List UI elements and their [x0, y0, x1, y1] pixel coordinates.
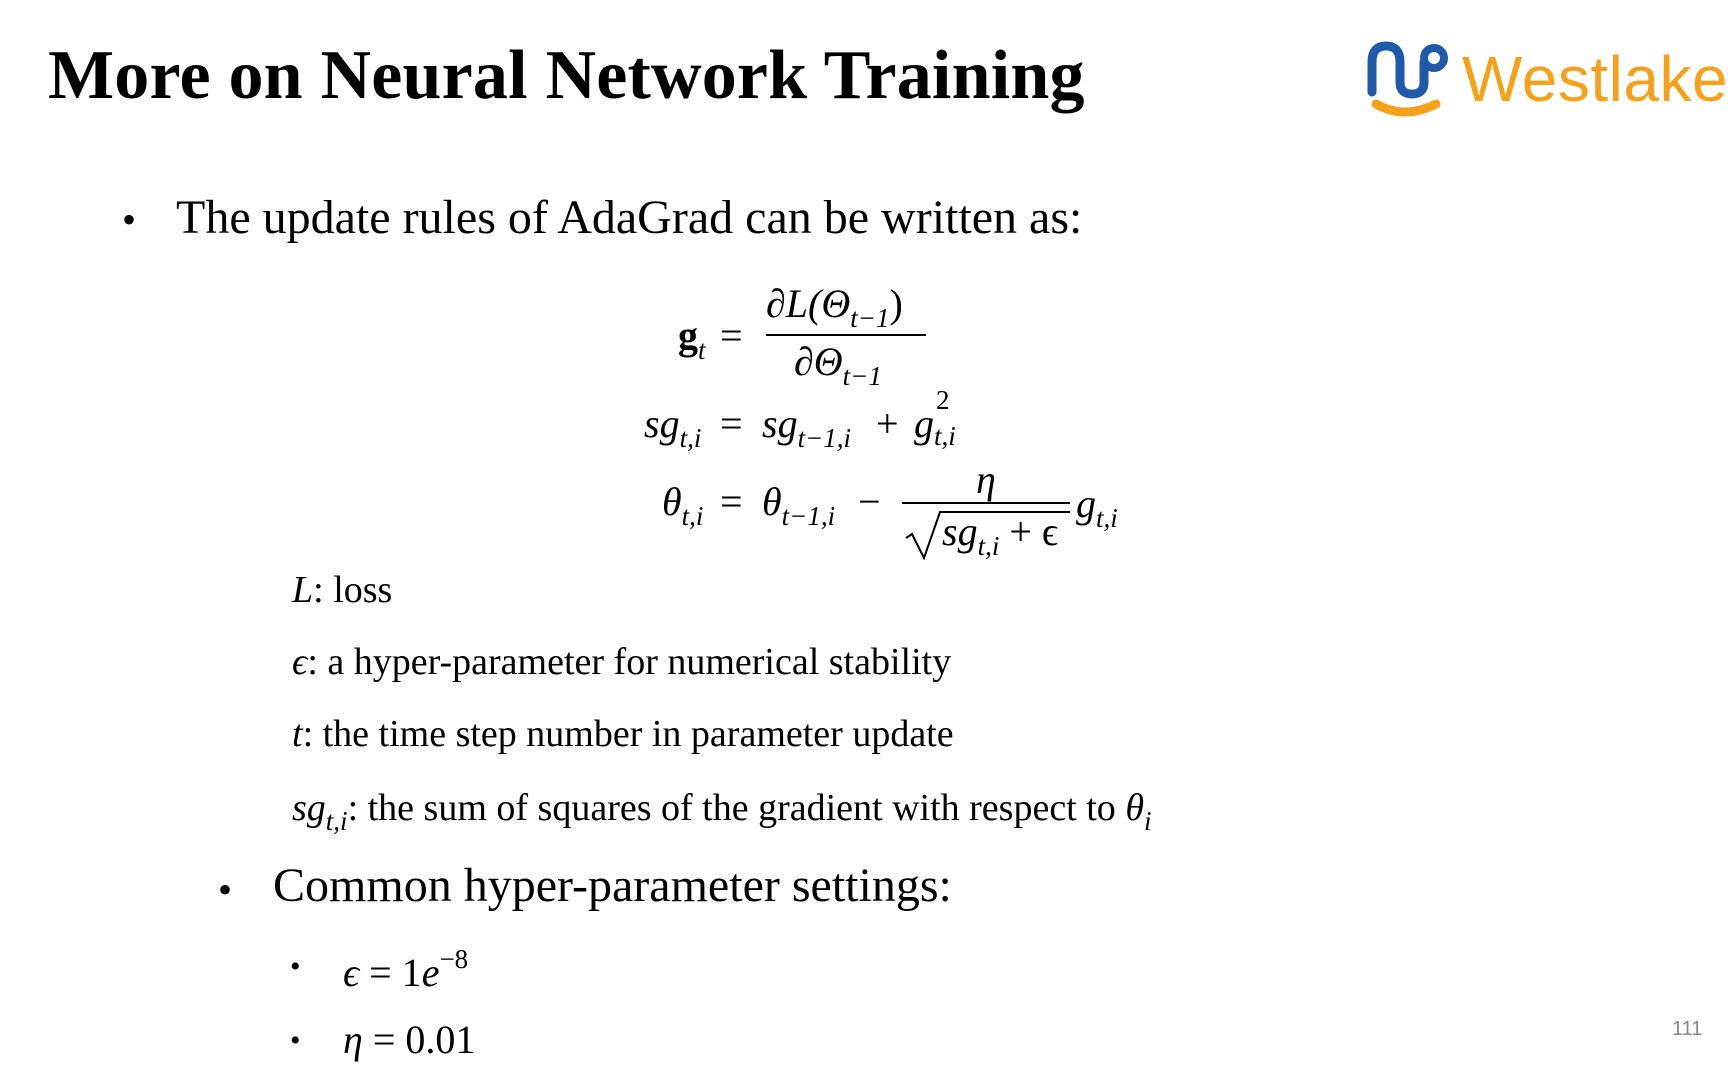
setting-epsilon: $\epsilon = 1e^{-8}$: [343, 944, 469, 995]
eq3-term1: $\theta_{t-1,i}$: [762, 479, 836, 531]
eq1-lhs: $g_t$: [678, 313, 706, 365]
definition-epsilon: ϵ: a hyper-parameter for numerical stability: [292, 641, 952, 683]
eq1-fraction-bar: [766, 334, 926, 336]
eq3-equals: =: [720, 479, 743, 524]
slide-title: More on Neural Network Training: [48, 37, 1085, 114]
eq3-lhs: $\theta_{t,i}$: [662, 479, 704, 531]
eq1-numerator: $\partial L(\Theta_{t-1})$: [766, 281, 903, 333]
bullet-dot: •: [290, 950, 301, 983]
logo-text: Westlake: [1462, 43, 1728, 115]
definition-sum-squares: $sg_{t,i}$: the sum of squares of the gradient with respect to $\theta_i$: [292, 787, 1152, 836]
eq1-equals: =: [720, 313, 743, 358]
eq3-numerator: η: [976, 457, 996, 502]
definition-time-step: t: the time step number in parameter update: [292, 713, 954, 755]
definition-loss: L: loss: [292, 569, 393, 611]
bullet-dot: •: [290, 1024, 301, 1057]
eq3-fraction-bar: [902, 502, 1070, 504]
bullet-dot: •: [122, 197, 137, 242]
eq3-minus: −: [858, 479, 881, 524]
eq3-denominator: $sg_{t,i} + \epsilon$: [942, 509, 1059, 561]
eq2-plus: +: [876, 401, 899, 446]
eq2-lhs: $sg_{t,i}$: [644, 401, 702, 453]
bullet-dot: •: [218, 867, 233, 912]
eq3-tail: $g_{t,i}$: [1076, 481, 1118, 533]
eq2-equals: =: [720, 401, 743, 446]
eq2-term2: g 2 t,i: [914, 385, 956, 451]
eq2-term1: $sg_{t-1,i}$: [762, 401, 852, 453]
westlake-logo: [1364, 40, 1728, 120]
common-settings-bullet-text: Common hyper-parameter settings:: [273, 859, 952, 912]
page-number: 111: [1672, 1018, 1703, 1040]
setting-eta: η = 0.01: [343, 1017, 476, 1062]
eq1-denominator: $\partial\Theta_{t-1}$: [794, 339, 882, 391]
intro-bullet-text: The update rules of AdaGrad can be written as:: [176, 191, 1083, 244]
logo-mark-icon: [1364, 40, 1454, 120]
